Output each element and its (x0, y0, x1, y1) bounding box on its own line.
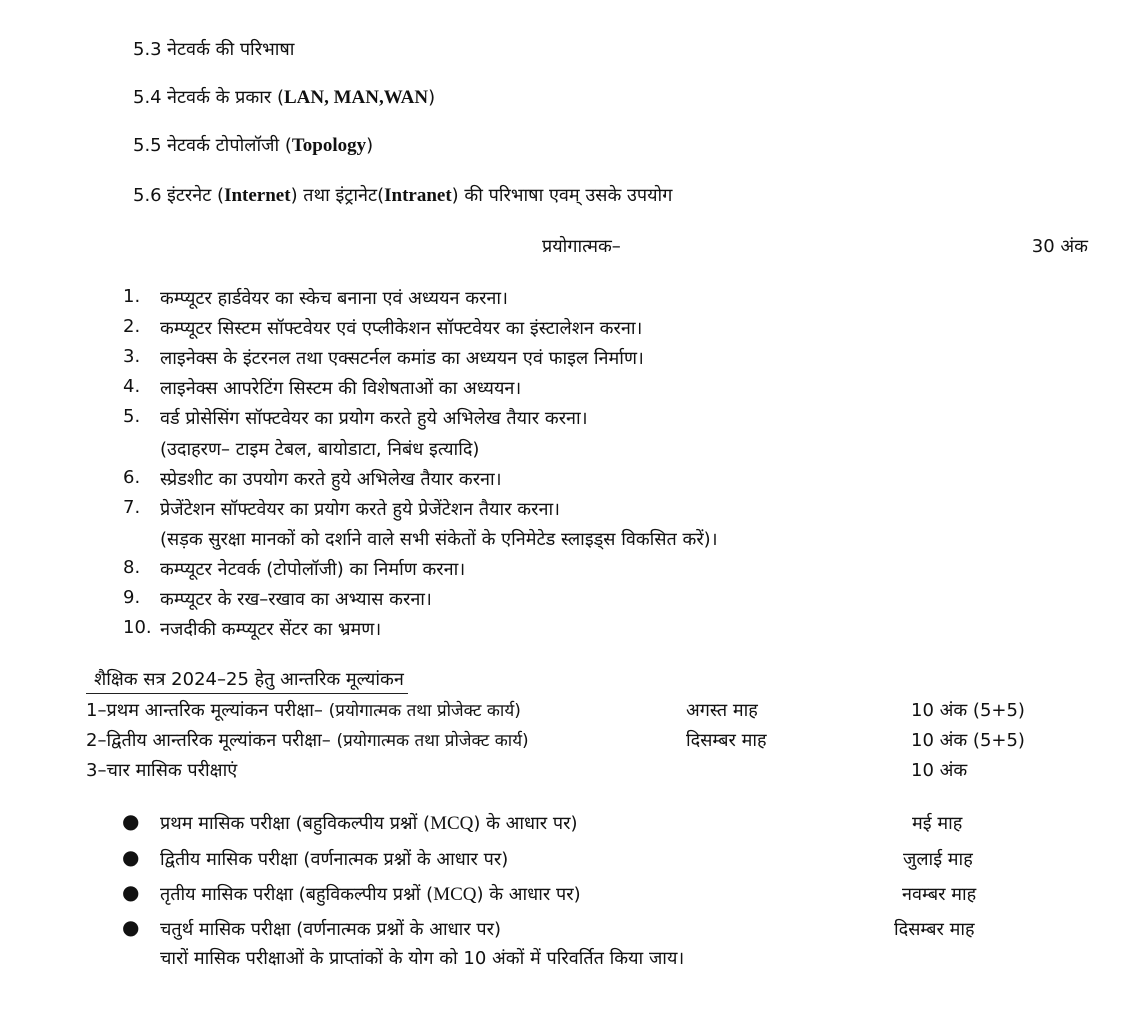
assessment-row-label (86, 698, 521, 722)
practical-item: कम्प्यूटर नेटवर्क (टोपोलॉजी) का निर्माण करना। (160, 559, 466, 580)
practical-item-number: 3. (123, 346, 141, 367)
assessment-label: 2–द्वितीय आन्तरिक मूल्यांकन परीक्षा– (86, 730, 331, 751)
topic-text: ) की परिभाषा एवम् उसके उपयोग (451, 185, 673, 206)
monthly-exam (160, 882, 581, 906)
practical-item: लाइनेक्स आपरेटिंग सिस्टम की विशेषताओं का अध्ययन। (160, 378, 522, 399)
monthly-exam (160, 811, 578, 835)
assessment-month: अगस्त माह (686, 700, 758, 721)
monthly-exam-text: द्वितीय मासिक परीक्षा (वर्णनात्मक प्रश्नों के आधार पर) (160, 849, 509, 870)
monthly-exam-text: ) के आधार पर) (476, 884, 581, 905)
topic-text: ) तथा इंट्रानेट( (290, 185, 385, 206)
practical-item-number: 10. (123, 617, 152, 638)
topic-english-term: LAN, MAN,WAN (284, 87, 429, 108)
practical-item-number: 4. (123, 376, 141, 397)
monthly-exam-month: मई माह (912, 813, 963, 834)
practical-marks: 30 अंक (1031, 236, 1088, 257)
practical-item-number: 2. (123, 316, 141, 337)
assessment-heading: शैक्षिक सत्र 2024–25 हेतु आन्तरिक मूल्यांकन (86, 667, 408, 694)
practical-item: वर्ड प्रोसेसिंग सॉफ्टवेयर का प्रयोग करते हुये अभिलेख तैयार करना। (160, 408, 588, 429)
monthly-exam-text: तृतीय मासिक परीक्षा (बहुविकल्पीय प्रश्नों ( (160, 884, 434, 905)
practical-item-number: 8. (123, 557, 141, 578)
mcq-term: MCQ (430, 813, 474, 834)
practical-item: स्प्रेडशीट का उपयोग करते हुये अभिलेख तैयार करना। (160, 469, 502, 490)
practical-item-number: 7. (123, 497, 141, 518)
topic-number: 5.5 (133, 135, 162, 156)
practical-item-number: 6. (123, 467, 141, 488)
topic-english-term: Intranet (384, 185, 452, 206)
topic-number: 5.6 (133, 185, 162, 206)
practical-item-note: (सड़क सुरक्षा मानकों को दर्शाने वाले सभी संकेतों के एनिमेटेड स्लाइड्स विकसित करें)। (160, 529, 718, 550)
assessment-row-label (86, 728, 529, 752)
monthly-exam-month: नवम्बर माह (902, 884, 977, 905)
topic-number: 5.3 (133, 39, 162, 60)
assessment-label: 3–चार मासिक परीक्षाएं (86, 760, 238, 781)
topic-item (133, 85, 435, 109)
assessment-marks: 10 अंक (911, 760, 968, 781)
practical-item: प्रेजेंटेशन सॉफ्टवेयर का प्रयोग करते हुये प्रेजेंटेशन तैयार करना। (160, 499, 560, 520)
bullet-icon: ● (122, 880, 140, 904)
monthly-exam (160, 847, 508, 871)
topic-text: ) (428, 87, 436, 108)
topic-text: नेटवर्क की परिभाषा (167, 39, 295, 60)
topic-item (133, 183, 672, 207)
practical-item-number: 5. (123, 406, 141, 427)
practical-title: प्रयोगात्मक– (542, 236, 621, 257)
practical-item: कम्प्यूटर सिस्टम सॉफ्टवेयर एवं एप्लीकेशन सॉफ्टवेयर का इंस्टालेशन करना। (160, 318, 643, 339)
monthly-exam-month: दिसम्बर माह (894, 919, 975, 940)
monthly-exam-text: चतुर्थ मासिक परीक्षा (वर्णनात्मक प्रश्नों के आधार पर) (160, 919, 502, 940)
practical-item: कम्प्यूटर हार्डवेयर का स्केच बनाना एवं अध्ययन करना। (160, 288, 508, 309)
mcq-term: MCQ (433, 884, 477, 905)
topic-item (133, 133, 373, 157)
practical-item: नजदीकी कम्प्यूटर सेंटर का भ्रमण। (160, 619, 382, 640)
topic-item (133, 37, 294, 61)
monthly-exam-text: प्रथम मासिक परीक्षा (बहुविकल्पीय प्रश्नों ( (160, 813, 431, 834)
topic-text: नेटवर्क के प्रकार ( (167, 87, 284, 108)
monthly-exam (160, 917, 501, 941)
bullet-icon: ● (122, 845, 140, 869)
assessment-label: 1–प्रथम आन्तरिक मूल्यांकन परीक्षा– (86, 700, 323, 721)
practical-item-number: 9. (123, 587, 141, 608)
bullet-icon: ● (122, 915, 140, 939)
topic-english-term: Internet (224, 185, 291, 206)
practical-item-note: (उदाहरण– टाइम टेबल, बायोडाटा, निबंध इत्यादि) (160, 439, 480, 460)
practical-item: कम्प्यूटर के रख–रखाव का अभ्यास करना। (160, 589, 432, 610)
assessment-month: दिसम्बर माह (686, 730, 767, 751)
monthly-exam-text: ) के आधार पर) (473, 813, 578, 834)
topic-english-term: Topology (291, 135, 367, 156)
assessment-row-label (86, 758, 237, 782)
assessment-note: (प्रयोगात्मक तथा प्रोजेक्ट कार्य) (336, 731, 529, 751)
monthly-note: चारों मासिक परीक्षाओं के प्राप्तांकों के योग को 10 अंकों में परिवर्तित किया जाय। (160, 948, 685, 969)
assessment-note: (प्रयोगात्मक तथा प्रोजेक्ट कार्य) (328, 701, 521, 721)
topic-text: ) (366, 135, 374, 156)
monthly-exam-month: जुलाई माह (903, 849, 973, 870)
topic-text: इंटरनेट ( (167, 185, 225, 206)
topic-text: नेटवर्क टोपोलॉजी ( (167, 135, 292, 156)
assessment-marks: 10 अंक (5+5) (911, 700, 1025, 721)
practical-item: लाइनेक्स के इंटरनल तथा एक्सटर्नल कमांड का अध्ययन एवं फाइल निर्माण। (160, 348, 644, 369)
bullet-icon: ● (122, 809, 140, 833)
practical-item-number: 1. (123, 286, 141, 307)
assessment-marks: 10 अंक (5+5) (911, 730, 1025, 751)
topic-number: 5.4 (133, 87, 162, 108)
